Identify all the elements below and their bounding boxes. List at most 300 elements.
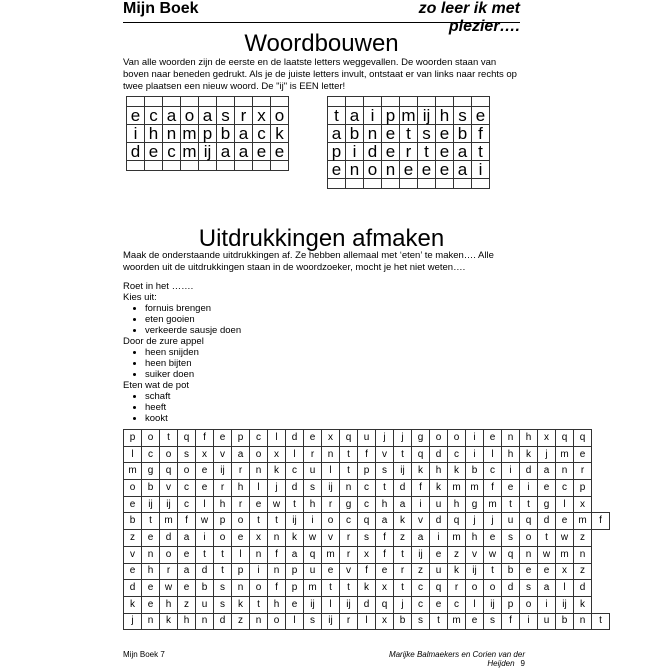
- grid-cell: f: [268, 580, 286, 597]
- grid-cell: p: [232, 430, 250, 447]
- grid-cell: h: [145, 125, 163, 143]
- grid-cell: e: [382, 125, 400, 143]
- grid-row: [127, 143, 289, 161]
- grid-cell: k: [574, 596, 592, 613]
- grid-cell: t: [520, 496, 538, 513]
- grid-cell-blank: [235, 161, 253, 171]
- grid-cell: t: [394, 546, 412, 563]
- grid-cell: e: [484, 430, 502, 447]
- section-title-uitdrukkingen: Uitdrukkingen afmaken: [198, 225, 445, 252]
- grid-cell-blank: [217, 161, 235, 171]
- grid-cell: l: [286, 613, 304, 630]
- grid-cell: n: [250, 613, 268, 630]
- grid-cell: e: [214, 430, 232, 447]
- expression-option: • heen bijten: [145, 358, 423, 369]
- grid-cell: e: [232, 530, 250, 547]
- grid-cell: h: [430, 463, 448, 480]
- grid-cell: d: [520, 463, 538, 480]
- grid-cell: a: [217, 143, 235, 161]
- grid-cell: a: [412, 530, 430, 547]
- grid-row: [124, 613, 610, 630]
- grid-cell: u: [196, 596, 214, 613]
- grid-cell: l: [556, 580, 574, 597]
- grid-cell-blank: [454, 179, 472, 189]
- grid-cell: r: [322, 496, 340, 513]
- grid-cell: q: [574, 430, 592, 447]
- grid-cell: r: [340, 546, 358, 563]
- grid-cell: e: [418, 161, 436, 179]
- grid-cell: q: [430, 580, 448, 597]
- grid-cell: v: [160, 480, 178, 497]
- grid-cell: t: [472, 143, 490, 161]
- grid-cell: v: [340, 563, 358, 580]
- grid-cell: a: [178, 563, 196, 580]
- grid-row-blank: [127, 97, 289, 107]
- grid-cell-blank: [364, 97, 382, 107]
- grid-cell: r: [574, 463, 592, 480]
- grid-cell: a: [286, 546, 304, 563]
- grid-cell: g: [340, 496, 358, 513]
- grid-cell: a: [376, 513, 394, 530]
- grid-row: [124, 596, 610, 613]
- grid-cell: o: [250, 446, 268, 463]
- grid-cell: e: [520, 563, 538, 580]
- grid-cell: o: [178, 463, 196, 480]
- grid-cell: u: [304, 563, 322, 580]
- grid-cell: p: [382, 107, 400, 125]
- grid-cell: ij: [322, 480, 340, 497]
- grid-cell: m: [556, 446, 574, 463]
- grid-row: [124, 563, 610, 580]
- grid-cell-blank: [271, 161, 289, 171]
- grid-cell: m: [182, 124, 197, 143]
- grid-cell-blank: [235, 97, 253, 107]
- grid-cell: e: [436, 125, 454, 143]
- grid-cell: e: [196, 463, 214, 480]
- grid-cell: t: [214, 563, 232, 580]
- grid-cell: x: [322, 430, 340, 447]
- grid-cell: w: [484, 546, 502, 563]
- grid-cell: ij: [340, 596, 358, 613]
- grid-cell: d: [358, 596, 376, 613]
- grid-cell: l: [322, 596, 340, 613]
- grid-cell: t: [250, 513, 268, 530]
- grid-cell: q: [160, 463, 178, 480]
- grid-row: [127, 107, 289, 125]
- expression-options: [123, 303, 423, 336]
- word-grid-left: [126, 96, 289, 171]
- grid-cell: b: [556, 613, 574, 630]
- grid-cell-blank: [418, 97, 436, 107]
- grid-cell: c: [163, 143, 181, 161]
- grid-row: [127, 125, 289, 143]
- grid-cell: x: [196, 446, 214, 463]
- grid-cell: u: [430, 496, 448, 513]
- grid-cell: i: [502, 463, 520, 480]
- grid-cell: u: [430, 563, 448, 580]
- grid-cell: ij: [394, 463, 412, 480]
- grid-cell: c: [250, 430, 268, 447]
- grid-cell: t: [394, 446, 412, 463]
- grid-cell: s: [412, 613, 430, 630]
- grid-row: [124, 530, 610, 547]
- grid-cell: e: [538, 480, 556, 497]
- grid-cell: x: [268, 446, 286, 463]
- grid-cell: j: [268, 480, 286, 497]
- grid-cell: o: [142, 430, 160, 447]
- grid-cell: a: [235, 143, 253, 161]
- grid-cell: n: [364, 125, 382, 143]
- grid-cell-blank: [163, 97, 181, 107]
- kies-uit-label: Kies uit:: [123, 292, 157, 303]
- grid-cell: n: [382, 161, 400, 179]
- grid-cell: h: [502, 446, 520, 463]
- grid-cell: v: [466, 546, 484, 563]
- grid-cell: o: [466, 580, 484, 597]
- grid-cell-blank: [346, 97, 364, 107]
- grid-cell: k: [448, 463, 466, 480]
- grid-cell: t: [214, 546, 232, 563]
- grid-cell: k: [160, 613, 178, 630]
- grid-cell: ij: [286, 513, 304, 530]
- grid-cell: t: [322, 580, 340, 597]
- grid-cell: t: [340, 580, 358, 597]
- grid-cell: i: [430, 530, 448, 547]
- grid-row: [124, 580, 610, 597]
- grid-cell-blank: [436, 179, 454, 189]
- grid-cell: e: [286, 596, 304, 613]
- grid-cell: d: [364, 143, 382, 161]
- grid-cell: n: [196, 613, 214, 630]
- grid-cell: w: [538, 546, 556, 563]
- grid-cell: e: [436, 161, 454, 179]
- grid-cell: n: [322, 446, 340, 463]
- grid-row: [124, 446, 610, 463]
- grid-cell: o: [181, 107, 199, 125]
- grid-row: [124, 430, 610, 447]
- grid-cell: k: [412, 463, 430, 480]
- grid-cell: d: [574, 580, 592, 597]
- grid-cell: m: [124, 463, 142, 480]
- grid-cell-blank: [454, 97, 472, 107]
- grid-cell: i: [412, 496, 430, 513]
- grid-cell: n: [142, 546, 160, 563]
- grid-cell: k: [520, 446, 538, 463]
- grid-cell: f: [358, 446, 376, 463]
- grid-cell: l: [358, 613, 376, 630]
- grid-cell: e: [328, 161, 346, 179]
- grid-cell-blank: [217, 97, 235, 107]
- grid-cell: g: [538, 496, 556, 513]
- expression-line: Eten wat de pot: [123, 380, 190, 391]
- grid-cell: o: [364, 161, 382, 179]
- grid-cell: m: [160, 513, 178, 530]
- grid-cell: b: [454, 125, 472, 143]
- grid-cell: t: [160, 430, 178, 447]
- grid-cell: i: [346, 143, 364, 161]
- uitdrukkingen-instructions: Maak de onderstaande uitdrukkingen af. Ze hebben allemaal met ‘eten’ te maken…. Alle woorden uit de uitdrukkingen staan in de woordzoeker, mocht je het niet weten….: [123, 250, 494, 273]
- grid-cell: d: [538, 513, 556, 530]
- grid-cell: x: [574, 496, 592, 513]
- grid-row-blank: [127, 161, 289, 171]
- grid-cell: x: [253, 107, 271, 125]
- grid-cell: s: [358, 530, 376, 547]
- grid-cell-blank: [253, 161, 271, 171]
- grid-row: [124, 513, 610, 530]
- grid-cell: i: [520, 613, 538, 630]
- grid-cell: e: [556, 513, 574, 530]
- grid-cell: x: [538, 430, 556, 447]
- grid-cell: t: [328, 107, 346, 125]
- grid-cell: j: [376, 430, 394, 447]
- grid-cell: s: [502, 530, 520, 547]
- grid-cell: e: [502, 480, 520, 497]
- grid-cell: c: [448, 446, 466, 463]
- grid-cell: n: [142, 613, 160, 630]
- grid-cell: t: [400, 125, 418, 143]
- grid-cell: h: [232, 480, 250, 497]
- grid-cell: e: [430, 546, 448, 563]
- grid-row: [124, 480, 610, 497]
- grid-cell: a: [199, 107, 217, 125]
- grid-cell: f: [196, 430, 214, 447]
- grid-cell: q: [304, 546, 322, 563]
- grid-cell: m: [484, 496, 502, 513]
- grid-cell: n: [574, 546, 592, 563]
- grid-cell: e: [376, 563, 394, 580]
- grid-cell: c: [178, 480, 196, 497]
- grid-cell-blank: [271, 97, 289, 107]
- expression-option: • kookt: [145, 413, 423, 424]
- grid-cell: m: [401, 106, 416, 125]
- grid-cell: e: [484, 530, 502, 547]
- grid-cell-blank: [181, 97, 199, 107]
- grid-cell-blank: [199, 97, 217, 107]
- grid-cell: ij: [412, 546, 430, 563]
- grid-cell: p: [328, 143, 346, 161]
- grid-cell: m: [574, 513, 592, 530]
- footer-authors: [360, 650, 525, 668]
- grid-cell: n: [232, 580, 250, 597]
- grid-cell: s: [178, 446, 196, 463]
- grid-cell: u: [358, 430, 376, 447]
- grid-cell: e: [145, 143, 163, 161]
- grid-cell: h: [466, 530, 484, 547]
- expression-line: Door de zure appel: [123, 336, 204, 347]
- grid-cell: f: [484, 480, 502, 497]
- grid-cell: d: [286, 480, 304, 497]
- grid-cell: ij: [418, 107, 436, 125]
- grid-cell-blank: [472, 179, 490, 189]
- grid-cell: e: [127, 107, 145, 125]
- header-divider: [123, 22, 520, 23]
- grid-cell: o: [160, 546, 178, 563]
- grid-cell: a: [328, 125, 346, 143]
- grid-cell: w: [268, 496, 286, 513]
- grid-cell: t: [142, 513, 160, 530]
- grid-cell: k: [448, 563, 466, 580]
- grid-cell: k: [286, 530, 304, 547]
- grid-cell: i: [466, 430, 484, 447]
- grid-cell: a: [454, 143, 472, 161]
- expression-options: [123, 391, 423, 424]
- grid-cell: x: [358, 546, 376, 563]
- grid-cell: q: [502, 546, 520, 563]
- grid-cell-blank: [181, 161, 199, 171]
- grid-cell: f: [502, 613, 520, 630]
- grid-cell: a: [178, 530, 196, 547]
- grid-cell: k: [271, 125, 289, 143]
- grid-cell: w: [556, 530, 574, 547]
- grid-cell: z: [124, 530, 142, 547]
- grid-cell: f: [268, 546, 286, 563]
- grid-cell: s: [520, 580, 538, 597]
- grid-cell: a: [235, 125, 253, 143]
- grid-cell: q: [412, 446, 430, 463]
- grid-cell: m: [448, 530, 466, 547]
- grid-cell: d: [127, 143, 145, 161]
- grid-cell: l: [322, 463, 340, 480]
- grid-cell-blank: [127, 161, 145, 171]
- expression-line: Roet in het …….: [123, 281, 194, 292]
- grid-cell: s: [304, 613, 322, 630]
- grid-cell: c: [412, 596, 430, 613]
- grid-row-blank: [328, 97, 490, 107]
- grid-cell: i: [196, 530, 214, 547]
- grid-cell: j: [124, 613, 142, 630]
- grid-cell: i: [466, 446, 484, 463]
- grid-cell: v: [412, 513, 430, 530]
- grid-row: [328, 161, 490, 179]
- grid-cell: h: [436, 107, 454, 125]
- grid-cell: r: [448, 580, 466, 597]
- grid-cell: a: [538, 463, 556, 480]
- grid-cell: c: [178, 496, 196, 513]
- grid-cell: l: [124, 446, 142, 463]
- grid-cell: k: [430, 480, 448, 497]
- grid-cell: r: [160, 563, 178, 580]
- expression-options: [123, 347, 423, 380]
- grid-cell: c: [142, 446, 160, 463]
- grid-cell: n: [502, 430, 520, 447]
- grid-cell: k: [358, 580, 376, 597]
- grid-cell: z: [178, 596, 196, 613]
- grid-cell: e: [196, 480, 214, 497]
- grid-cell: r: [340, 530, 358, 547]
- grid-cell: p: [199, 125, 217, 143]
- grid-cell: e: [271, 143, 289, 161]
- grid-cell: b: [502, 563, 520, 580]
- grid-cell-blank: [436, 97, 454, 107]
- grid-cell: e: [304, 430, 322, 447]
- grid-cell: n: [250, 463, 268, 480]
- grid-row-blank: [328, 179, 490, 189]
- grid-cell: n: [268, 563, 286, 580]
- grid-cell: d: [286, 430, 304, 447]
- grid-cell: o: [214, 530, 232, 547]
- grid-cell: r: [232, 463, 250, 480]
- grid-cell: c: [145, 107, 163, 125]
- section-title-woordbouwen: Woordbouwen: [244, 30, 399, 57]
- grid-cell: h: [448, 496, 466, 513]
- grid-cell: p: [574, 480, 592, 497]
- grid-cell: m: [322, 546, 340, 563]
- grid-cell: c: [556, 480, 574, 497]
- grid-cell: ij: [556, 596, 574, 613]
- grid-cell: q: [448, 513, 466, 530]
- word-grid-right: [327, 96, 490, 189]
- grid-cell: n: [340, 480, 358, 497]
- grid-cell: t: [268, 513, 286, 530]
- grid-cell: v: [124, 546, 142, 563]
- grid-cell: l: [286, 446, 304, 463]
- grid-cell: b: [394, 613, 412, 630]
- grid-row: [124, 496, 610, 513]
- grid-cell: f: [376, 546, 394, 563]
- grid-cell: i: [520, 480, 538, 497]
- grid-cell: m: [182, 142, 197, 161]
- grid-cell: f: [412, 480, 430, 497]
- grid-cell: ij: [466, 563, 484, 580]
- grid-cell: q: [178, 430, 196, 447]
- grid-cell: r: [400, 143, 418, 161]
- grid-cell: o: [250, 580, 268, 597]
- grid-cell: f: [376, 530, 394, 547]
- grid-cell: x: [376, 613, 394, 630]
- grid-cell: a: [394, 496, 412, 513]
- grid-cell: t: [430, 613, 448, 630]
- grid-row: [124, 546, 610, 563]
- grid-cell: d: [160, 530, 178, 547]
- grid-cell: h: [304, 496, 322, 513]
- book-title: Mijn Boek: [123, 0, 199, 17]
- grid-cell: r: [340, 613, 358, 630]
- grid-cell: c: [340, 513, 358, 530]
- grid-cell: s: [304, 480, 322, 497]
- grid-cell: s: [376, 463, 394, 480]
- grid-cell-blank: [145, 97, 163, 107]
- grid-cell: e: [538, 563, 556, 580]
- grid-cell: l: [250, 480, 268, 497]
- grid-cell: t: [538, 530, 556, 547]
- grid-cell: o: [448, 430, 466, 447]
- grid-cell-blank: [163, 161, 181, 171]
- grid-cell: a: [346, 107, 364, 125]
- grid-cell: b: [142, 480, 160, 497]
- grid-cell: h: [160, 596, 178, 613]
- grid-cell: e: [472, 107, 490, 125]
- grid-cell: b: [217, 125, 235, 143]
- grid-cell: e: [382, 143, 400, 161]
- grid-cell-blank: [127, 97, 145, 107]
- expression-option: • schaft: [145, 391, 423, 402]
- grid-cell: o: [430, 430, 448, 447]
- grid-cell: l: [268, 430, 286, 447]
- grid-cell: m: [448, 480, 466, 497]
- grid-cell: q: [358, 513, 376, 530]
- grid-cell: i: [304, 513, 322, 530]
- grid-cell: ij: [484, 596, 502, 613]
- grid-cell: l: [556, 496, 574, 513]
- grid-cell: w: [196, 513, 214, 530]
- grid-cell: i: [472, 161, 490, 179]
- grid-cell: c: [286, 463, 304, 480]
- expressions-list: [123, 281, 423, 424]
- grid-cell: b: [346, 125, 364, 143]
- grid-cell: o: [322, 513, 340, 530]
- grid-cell: t: [376, 480, 394, 497]
- grid-cell: f: [358, 563, 376, 580]
